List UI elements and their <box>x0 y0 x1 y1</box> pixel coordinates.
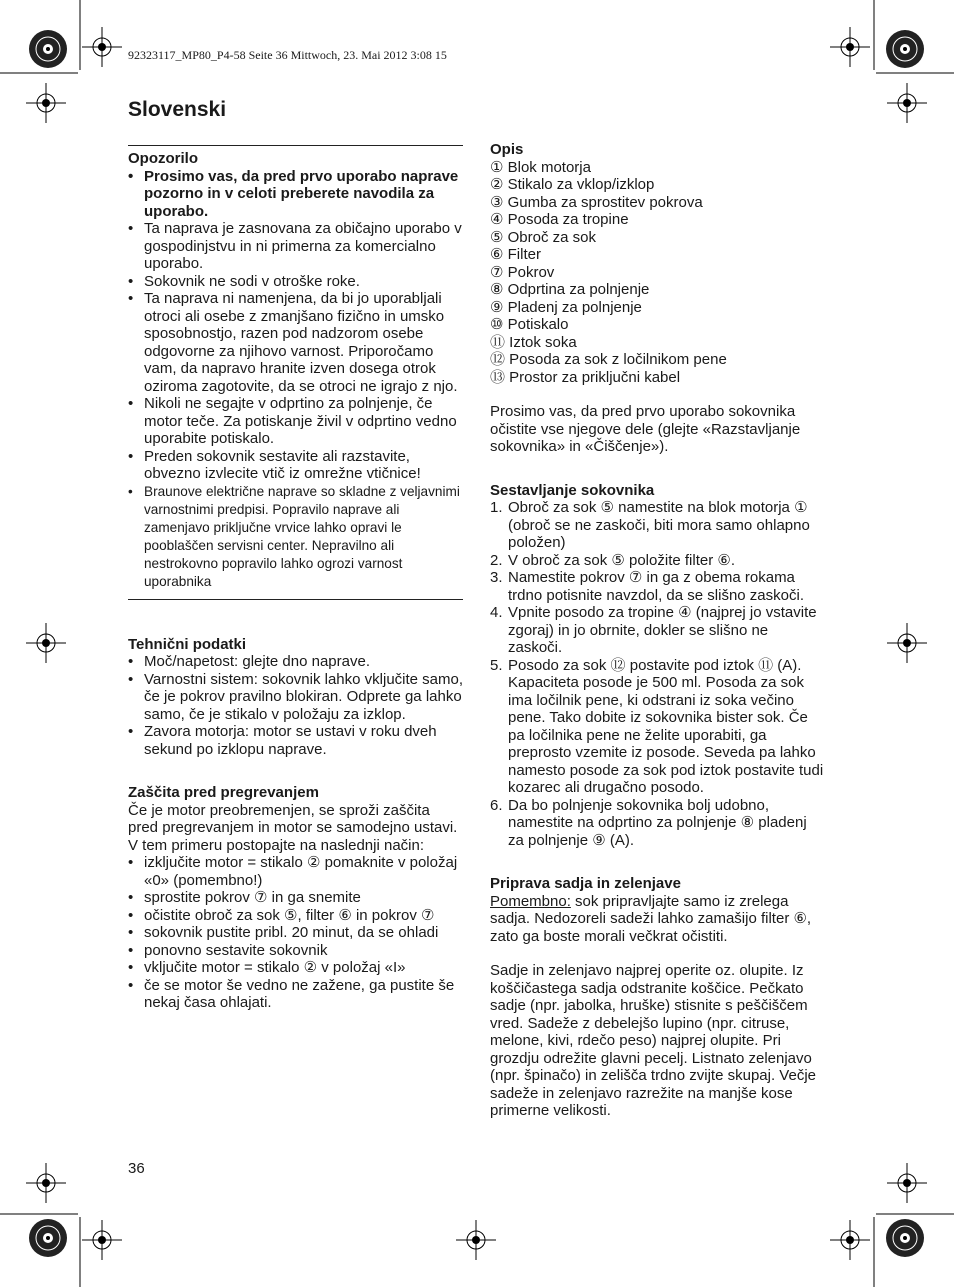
assembly-heading: Sestavljanje sokovnika <box>490 481 655 499</box>
overheat-intro: Če je motor preobremenjen, se sproži zaščita pred pregrevanjem in motor se samodejno ustavi. V tem primeru postopajte na naslednji način: <box>128 801 458 854</box>
list-item: ⑥ Filter <box>490 246 541 263</box>
assembly-steps <box>490 499 826 849</box>
registration-mark-bottom-right-2 <box>887 1163 927 1208</box>
list-item: • sprostite pokrov ⑦ in ga snemite <box>128 889 463 907</box>
registration-mark-bottom-left-1 <box>82 1220 122 1265</box>
important-label: Pomembno: <box>490 892 571 910</box>
list-item: 3. Namestite pokrov ⑦ in ga z obema rokama trdno potisnite navzdol, da se slišno zaskoči. <box>490 569 804 604</box>
registration-mark-top-left-1 <box>82 27 122 72</box>
list-item: 1. Obroč za sok ⑤ namestite na blok motorja ① (obroč se ne zaskoči, biti mora samo ohlapno položen) <box>490 499 810 551</box>
list-item: • Nikoli ne segajte v odprtino za polnjenje, če motor teče. Za potiskanje živil v odprtino vedno uporabite potiskalo. <box>128 395 463 448</box>
list-item: • vključite motor = stikalo ② v položaj «I» <box>128 959 463 977</box>
list-item: ⑦ Pokrov <box>490 263 555 281</box>
list-item: ④ Posoda za tropine <box>490 211 629 228</box>
list-item: ⑨ Pladenj za polnjenje <box>490 298 642 316</box>
list-item: • ponovno sestavite sokovnik <box>128 942 463 960</box>
fruit-paragraph: Sadje in zelenjavo najprej operite oz. olupite. Iz koščičastega sadja odstranite koščice. Pečkato sadje (npr. jabolka, hruške) stisnite s peščiščem vred. Sadeže z debelejšo lupino (npr. citruse, melone, kivi, rdečo peso) najprej olupite. Pri grozdju odrežite glavni pecelj. Listnato zelenjavo (npr. špinačo) in zelišča trdno zvijte skupaj. Večje sadeže in zelenjavo razrežite na manjše kose primerne velikosti. <box>490 962 816 1119</box>
description-note: Prosimo vas, da pred prvo uporabo sokovnika očistite vse njegove dele (glejte «Razstavljanje sokovnika» in «Čiščenje»). <box>490 403 801 455</box>
print-slug: 92323117_MP80_P4-58 Seite 36 Mittwoch, 23. Mai 2012 3:08 15 <box>128 48 447 62</box>
list-item: • sokovnik pustite pribl. 20 minut, da se ohladi <box>128 924 463 942</box>
starburst-target-top-left <box>28 29 68 74</box>
list-item: ① Blok motorja <box>490 158 591 176</box>
list-item: ⑩ Potiskalo <box>490 316 569 333</box>
registration-mark-mid-left <box>26 623 66 668</box>
left-column <box>128 145 463 1012</box>
list-item: ⑧ Odprtina za polnjenje <box>490 281 650 298</box>
warning-small-item: • Braunove električne naprave so skladne z veljavnimi varnostnimi predpisi. Popravilo naprave ali zamenjavo priključne vrvice lahko opravi le pooblaščen servisni center. Nepravilno ali nestrokovno popravilo lahko ogrozi varnost uporabnika <box>128 483 463 591</box>
list-item: ⑬ Prostor za priključni kabel <box>490 368 681 386</box>
warning-heading: Opozorilo <box>128 150 198 167</box>
list-item: • Sokovnik ne sodi v otroške roke. <box>128 273 463 291</box>
tech-list <box>128 653 463 758</box>
list-item: • izključite motor = stikalo ② pomaknite v položaj «0» (pomembno!) <box>128 854 463 889</box>
right-column <box>490 141 826 1120</box>
list-item: • Moč/napetost: glejte dno naprave. <box>128 653 463 671</box>
list-item: ③ Gumba za sprostitev pokrova <box>490 193 703 211</box>
warning-list <box>128 168 463 591</box>
list-item: ⑫ Posoda za sok z ločilnikom pene <box>490 351 727 368</box>
fruit-important: Pomembno: sok pripravljajte samo iz zrelega sadja. Nedozoreli sadeži lahko zamašijo filter ⑥, zato ga boste morali večkrat očistiti. <box>490 892 812 945</box>
fruit-heading: Priprava sadja in zelenjave <box>490 875 681 892</box>
starburst-target-bottom-left <box>28 1218 68 1263</box>
registration-mark-bottom-left-2 <box>26 1163 66 1208</box>
list-item: • Zavora motorja: motor se ustavi v roku dveh sekund po izklopu naprave. <box>128 723 463 758</box>
registration-mark-top-right-1 <box>830 27 870 72</box>
list-item: • Ta naprava je zasnovana za običajno uporabo v gospodinjstvu in ni primerna za komercialno uporabo. <box>128 220 463 273</box>
registration-mark-top-right-2 <box>887 83 927 128</box>
overheat-list <box>128 854 463 1012</box>
list-item: 5. Posodo za sok ⑫ postavite pod iztok ⑪ (A). Kapaciteta posode je 500 ml. Posoda za sok ima ločilnik pene, ki odstrani iz soka večino pene. Tako dobite iz sokovnika bister sok. Če pa ločilnika pene ne želite uporabiti, ga preprosto vzemite iz posode. Seveda pa lahko namesto posode za sok pod iztok postavite tudi kozarec ali drugačno posodo. <box>490 656 824 796</box>
tech-heading: Tehnični podatki <box>128 635 247 653</box>
list-item: ⑪ Iztok soka <box>490 333 577 351</box>
list-item: ② Stikalo za vklop/izklop <box>490 176 655 193</box>
parts-list <box>490 159 826 387</box>
list-item: 2. V obroč za sok ⑤ položite filter ⑥. <box>490 551 735 569</box>
list-item: 4. Vpnite posodo za tropine ④ (najprej jo vstavite zgoraj) in jo obrnite, dokler se slišno ne zaskoči. <box>490 604 817 656</box>
description-heading: Opis <box>490 141 524 158</box>
list-item: ⑤ Obroč za sok <box>490 228 596 246</box>
page-title: Slovenski <box>128 98 227 121</box>
list-item: • Preden sokovnik sestavite ali razstavite, obvezno izvlecite vtič iz omrežne vtičnice! <box>128 448 463 483</box>
starburst-target-bottom-right <box>885 1218 925 1263</box>
registration-mark-top-left-2 <box>26 83 66 128</box>
registration-mark-bottom-center <box>456 1220 496 1265</box>
list-item: • očistite obroč za sok ⑤, filter ⑥ in pokrov ⑦ <box>128 907 463 925</box>
list-item: • Ta naprava ni namenjena, da bi jo uporabljali otroci ali osebe z zmanjšano fizično in umsko sposobnostjo, razen pod nadzorom osebe odgovorne za njihovo varnost. Priporočamo vam, da napravo hranite izven dosega otrok oziroma zagotovite, da se otroci ne igrajo z njo. <box>128 290 463 395</box>
registration-mark-mid-right <box>887 623 927 668</box>
page-number: 36 <box>128 1160 145 1177</box>
list-item: • če se motor še vedno ne zažene, ga pustite še nekaj časa ohlajati. <box>128 977 463 1012</box>
list-item: • Varnostni sistem: sokovnik lahko vključite samo, če je pokrov pravilno blokiran. Odprete ga lahko samo, če je stikalo v položaju za izklop. <box>128 671 463 724</box>
starburst-target-top-right <box>885 29 925 74</box>
warning-bold-item: • Prosimo vas, da pred prvo uporabo naprave pozorno in v celoti preberete navodila za uporabo. <box>128 168 463 221</box>
overheat-heading: Zaščita pred pregrevanjem <box>128 784 319 801</box>
registration-mark-bottom-right-1 <box>830 1220 870 1265</box>
list-item: 6. Da bo polnjenje sokovnika bolj udobno, namestite na odprtino za polnjenje ⑧ pladenj za polnjenje ⑨ (A). <box>490 796 807 849</box>
